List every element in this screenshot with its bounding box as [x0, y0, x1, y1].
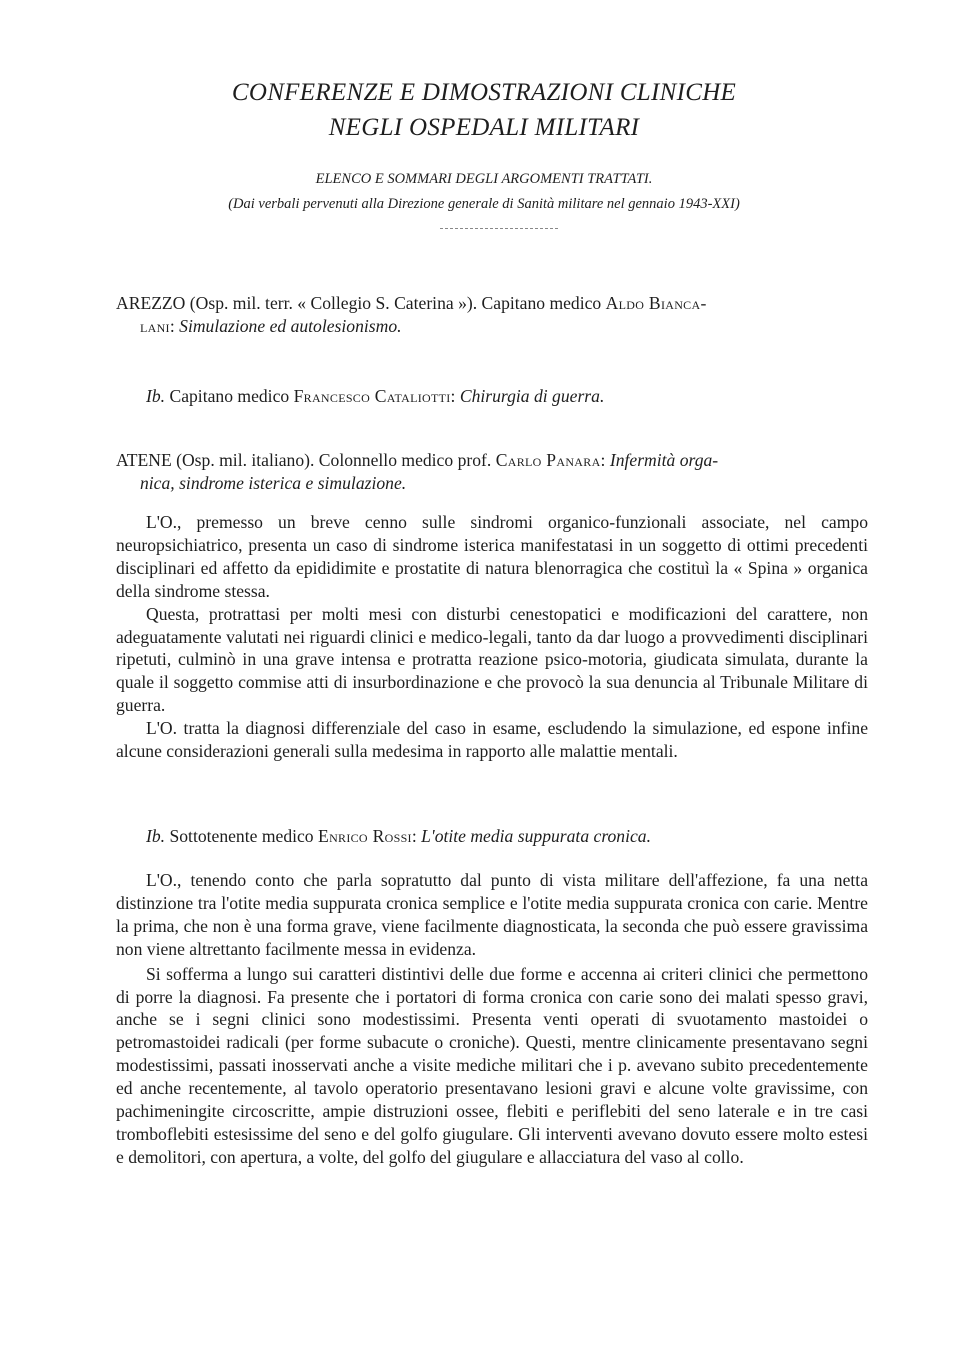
entry-speaker: Francesco Cataliotti	[293, 386, 451, 406]
subtitle-line2: (Dai verbali pervenuti alla Direzione generale di Sanità militare nel gennaio 1943-XXI)	[228, 196, 740, 212]
entry-topic: Simulazione ed autolesionismo.	[179, 315, 402, 336]
entry-atene: ATENE (Osp. mil. italiano). Colonnello medico prof. Carlo Panara: Infermità orga- nica, sindrome isterica e simulazione.	[116, 450, 719, 493]
entry-ib: Ib.	[146, 386, 166, 406]
entry-speaker: Aldo Bianca-	[605, 293, 707, 313]
body-paragraph: L'O., tenendo conto che parla sopratutto dal punto di vista militare dell'affezione, fa una netta distinzione tra l'otite media suppurata cronica semplice e l'otite media suppurata cronica con carie. Mentre la prima, che non è una forma grave, viene facilmente diagnosticata, la seconda che può essere gravissima non viene altrettanto facilmente messa in evidenza.	[116, 870, 868, 959]
entry-topic-cont: nica, sindrome isterica e simulazione.	[140, 472, 407, 493]
entry-ib: Ib.	[146, 826, 166, 846]
entry-speaker-cont: lani	[140, 315, 170, 336]
body-paragraph: Questa, protrattasi per molti mesi con disturbi cenestopatici e modificazioni del carattere, non adeguatamente valutati nei riguardi clinici e medico-legali, tanto da dar luogo a provvedimenti disciplinari ripetuti, culminò in una grave intensa e protratta reazione psico-motoria, giudicata simulata, durante la quale il soggetto commise atti di insurbordinazione e che provocò la sua denuncia al Tribunale Militare di guerra.	[116, 603, 868, 716]
atene-body	[116, 511, 868, 763]
page-title-line1: CONFERENZE E DIMOSTRAZIONI CLINICHE	[231, 79, 737, 106]
entry-arezzo-ib: Ib. Capitano medico Francesco Cataliotti: Chirurgia di guerra.	[146, 386, 605, 406]
entry-hospital: (Osp. mil. terr. « Collegio S. Caterina »). Capitano medico	[189, 293, 602, 313]
entry-rank: Sottotenente medico	[169, 826, 314, 846]
header-divider	[440, 228, 558, 229]
entry-place: ATENE	[116, 450, 172, 470]
entry-speaker: Enrico Rossi	[318, 826, 412, 846]
body-paragraph: L'O. tratta la diagnosi differenziale del caso in esame, escludendo la simulazione, ed espone infine alcune considerazioni generali sulla medesima in rapporto alle malattie mentali.	[116, 718, 868, 762]
body-paragraph: Si sofferma a lungo sui caratteri distintivi delle due forme e accenna ai criteri clinici che permettono di porre la diagnosi. Fa presente che i portatori di forma cronica con carie sono dei malati spesso gravi, anche se i segni clinici sono modestissimi. Presenta venti operati di svuotamento mastoidei o petromastoidei radicali (per forme subacute o croniche). Questi, mentre clinicamente presentavano segni modestissimi, passati inosservati anche a visite mediche militari che i p. avevano subito precedentemente ed anche recentemente, al tavolo operatorio presentavano lesioni gravi e alcune volte gravissime, con pachimeningite circoscritte, ampie distruzioni ossee, flebiti e periflebiti del seno laterale e in tre casi tromboflebiti estesissime del seno e del golfo giugulare. Gli interventi avevano dovuto essere molto estesi e demolitori, con apertura, a volte, del golfo del giugulare e allacciatura del vaso al collo.	[116, 963, 868, 1167]
entry-hospital: (Osp. mil. italiano). Colonnello medico prof.	[176, 450, 492, 470]
entry-speaker: Carlo Panara	[495, 450, 601, 470]
entry-place: AREZZO	[116, 293, 186, 313]
subtitle-line1: ELENCO E SOMMARI DEGLI ARGOMENTI TRATTATI.	[315, 171, 653, 187]
entry-rank: Capitano medico	[169, 386, 290, 406]
entry-atene-ib: Ib. Sottotenente medico Enrico Rossi: L'otite media suppurata cronica.	[146, 826, 652, 846]
entry-topic: Infermità orga-	[609, 450, 719, 470]
page-title-line2: NEGLI OSPEDALI MILITARI	[328, 114, 640, 141]
entry-arezzo: AREZZO (Osp. mil. terr. « Collegio S. Caterina »). Capitano medico Aldo Bianca- lani: Simulazione ed autolesionismo.	[116, 293, 707, 336]
rossi-body	[116, 869, 868, 1169]
entry-topic: L'otite media suppurata cronica.	[421, 826, 652, 846]
body-paragraph: L'O., premesso un breve cenno sulle sindromi organico-funzionali associate, nel campo neuropsichiatrico, presenta un caso di sindrome isterica manifestatasi in un soggetto di ottimi precedenti disciplinari ed affetto da epididimite e prostatite di natura blenorragica che costituì la « Spina » organica della sindrome stessa.	[116, 512, 868, 601]
entry-topic: Chirurgia di guerra.	[459, 386, 605, 406]
